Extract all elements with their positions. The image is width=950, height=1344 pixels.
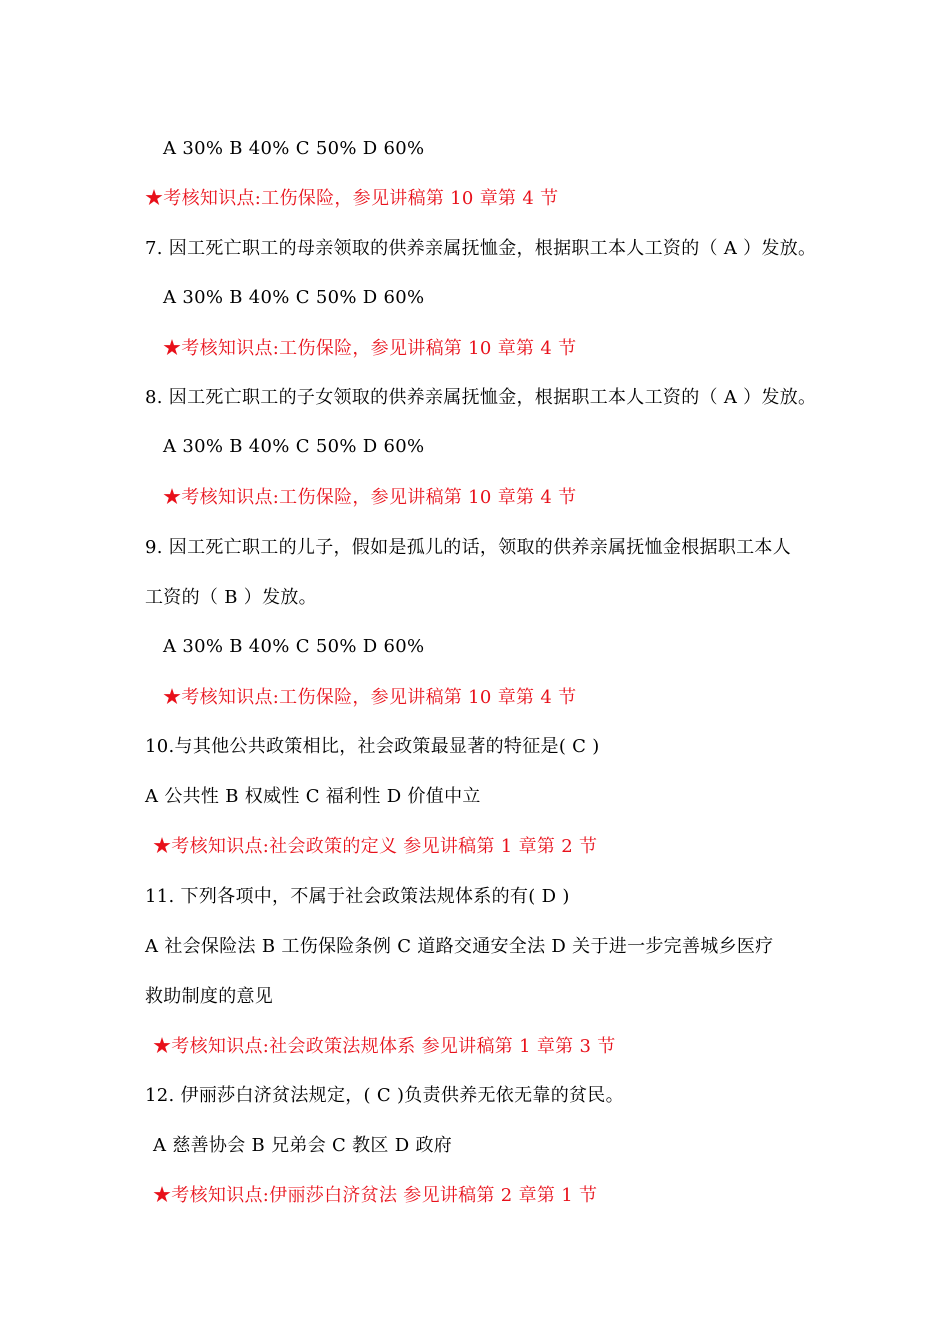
answer-options: A 30% B 40% C 50% D 60% (163, 436, 425, 457)
answer-options: A 30% B 40% C 50% D 60% (163, 138, 425, 159)
knowledge-point-note: ★考核知识点:工伤保险，参见讲稿第 10 章第 4 节 (163, 338, 577, 359)
answer-options: A 社会保险法 B 工伤保险条例 C 道路交通安全法 D 关于进一步完善城乡医疗 (145, 936, 774, 957)
question-10: 10.与其他公共政策相比，社会政策最显著的特征是( C ) (145, 736, 600, 757)
knowledge-point-note: ★考核知识点:社会政策法规体系 参见讲稿第 1 章第 3 节 (153, 1036, 616, 1057)
knowledge-point-note: ★考核知识点:伊丽莎白济贫法 参见讲稿第 2 章第 1 节 (153, 1185, 598, 1206)
question-9-continued: 工资的（ B ）发放。 (145, 587, 317, 608)
answer-options-continued: 救助制度的意见 (145, 986, 274, 1007)
answer-options: A 30% B 40% C 50% D 60% (163, 287, 425, 308)
answer-options: A 慈善协会 B 兄弟会 C 教区 D 政府 (153, 1135, 453, 1156)
question-7: 7. 因工死亡职工的母亲领取的供养亲属抚恤金，根据职工本人工资的（ A ）发放。 (145, 238, 817, 259)
answer-options: A 公共性 B 权威性 C 福利性 D 价值中立 (145, 786, 481, 807)
knowledge-point-note: ★考核知识点:社会政策的定义 参见讲稿第 1 章第 2 节 (153, 836, 598, 857)
knowledge-point-note: ★考核知识点:工伤保险，参见讲稿第 10 章第 4 节 (163, 687, 577, 708)
knowledge-point-note: ★考核知识点:工伤保险，参见讲稿第 10 章第 4 节 (163, 487, 577, 508)
question-9: 9. 因工死亡职工的儿子，假如是孤儿的话，领取的供养亲属抚恤金根据职工本人 (145, 537, 791, 558)
question-8: 8. 因工死亡职工的子女领取的供养亲属抚恤金，根据职工本人工资的（ A ）发放。 (145, 387, 817, 408)
question-11: 11. 下列各项中，不属于社会政策法规体系的有( D ) (145, 886, 570, 907)
knowledge-point-note: ★考核知识点:工伤保险，参见讲稿第 10 章第 4 节 (145, 188, 559, 209)
answer-options: A 30% B 40% C 50% D 60% (163, 636, 425, 657)
question-12: 12. 伊丽莎白济贫法规定，( C )负责供养无依无靠的贫民。 (145, 1085, 624, 1106)
